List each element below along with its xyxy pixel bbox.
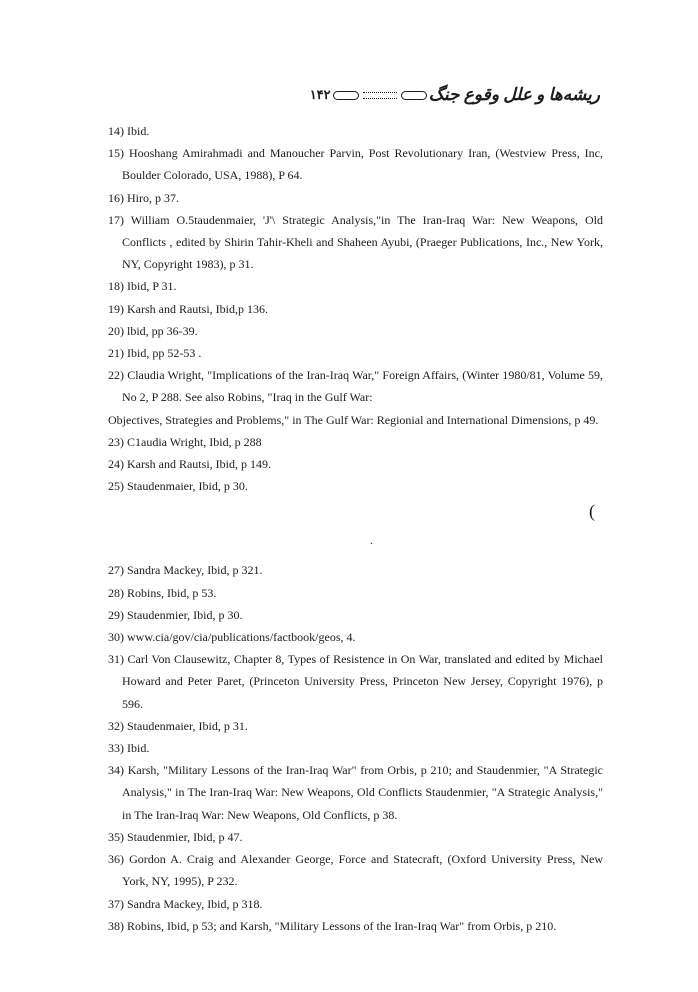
endnote: 32) Staudenmaier, Ibid, p 31. [108,718,248,733]
endnote: 24) Karsh and Rautsi, Ibid, p 149. [108,457,271,472]
chapter-title: ریشه‌ها و علل وقوع جنگ [428,85,600,104]
endnote: 29) Staudenmier, Ibid, p 30. [108,607,243,622]
endnote: 23) C1audia Wright, Ibid, p 288 [108,434,262,449]
endnote: 16) Hiro, p 37. [108,190,179,205]
endnote: 35) Staudenmier, Ibid, p 47. [108,829,243,844]
endnote-continuation: Objectives, Strategies and Problems," in The Gulf War: Regionial and International Dimensions, p 49. [108,412,599,427]
endnote: 28) Robins, Ibid, p 53. [108,585,217,600]
page-number: ۱۴۲ [309,87,331,102]
endnote: 27) Sandra Mackey, Ibid, p 321. [108,563,263,578]
endnote: 33) Ibid. [108,741,150,756]
endnote: 17) William O.5taudenmaier, 'J'\ Strategic Analysis,"in The Iran-Iraq War: New Weapons, Old Conflicts , edited by Shirin Tahir-Kheli and Shaheen Ayubi, (Praeger Publications, Inc., New York, NY, Copyright 1983), p 31. [108,212,603,272]
endnote: 15) Hooshang Amirahmadi and Manoucher Parvin, Post Revolutionary Iran, (Westview Press, Inc, Boulder Colorado, USA, 1988), P 64. [108,146,603,183]
stray-parenthesis: ( [589,501,595,522]
endnote: 21) Ibid, pp 52-53 . [108,346,202,361]
endnote: 37) Sandra Mackey, Ibid, p 318. [108,896,263,911]
endnote: 38) Robins, Ibid, p 53; and Karsh, "Military Lessons of the Iran-Iraq War" from Orbis, p 210. [108,918,557,933]
header-ornament [333,91,359,100]
endnote: 18) Ibid, P 31. [108,279,177,294]
endnote: 22) Claudia Wright, "Implications of the Iran-Iraq War," Foreign Affairs, (Winter 1980/81, Volume 59, No 2, P 288. See also Robins, "Iraq in the Gulf War: [108,368,603,405]
blank-gap [108,497,603,559]
endnote: 36) Gordon A. Craig and Alexander George, Force and Statecraft, (Oxford University Press, New York, NY, 1995), P 232. [108,852,603,889]
endnote: 34) Karsh, "Military Lessons of the Iran-Iraq War" from Orbis, p 210; and Staudenmier, "A Strategic Analysis," in The Iran-Iraq War: New Weapons, Old Conflicts Staudenmier, "A Strategic Analysis," in The Iran-Iraq War: New Weapons, Old Conflicts, p 38. [108,763,603,822]
endnote: 30) www.cia/gov/cia/publications/factbook/geos, 4. [108,630,356,645]
stray-dot: . [370,533,373,548]
endnotes-list [108,120,603,937]
endnote: 25) Staudenmaier, Ibid, p 30. [108,479,248,494]
header-ornament [401,91,427,100]
running-header [304,84,606,106]
header-ornament [363,92,397,99]
endnote: 20) lbid, pp 36-39. [108,323,198,338]
endnote: 14) Ibid. [108,124,150,138]
endnote: 19) Karsh and Rautsi, Ibid,p 136. [108,301,268,316]
endnote: 31) Carl Von Clausewitz, Chapter 8, Types of Resistence in On War, translated and edited by Michael Howard and Peter Paret, (Princeton University Press, Princeton New Jersey, Copyright 1976), p 596. [108,652,603,711]
